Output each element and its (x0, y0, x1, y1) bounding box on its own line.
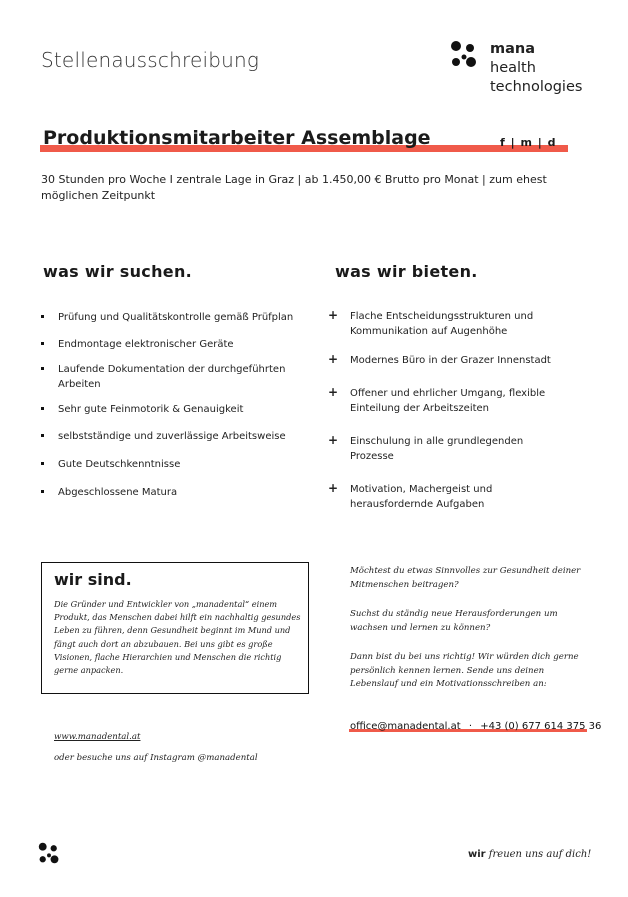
call-invitation: Dann bist du bei uns richtig! Wir würden dich gerne persönlich kennen lernen. Sende uns deinen Lebenslauf und ein Motivationsschreiben an: (350, 652, 579, 689)
list-item-text: Motivation, Machergeist und herausfordernde Aufgaben (350, 484, 493, 510)
footer-slogan (468, 848, 591, 862)
plus-icon: + (328, 433, 339, 447)
contact-line (350, 721, 601, 732)
about-text: Die Gründer und Entwickler von „manadental“ einem Produkt, das Menschen dabei hilft ein nachhaltig gesundes Leben zu führen, denn Gesundheit beginnt im Mund und fängt auch dort an abzubauen. Bei uns gibt es große Visionen, flache Hierarchien und Menschen die richtig gerne anpacken. (54, 599, 301, 676)
footer-slogan-rest: freuen uns auf dich! (488, 849, 592, 860)
instagram-note: oder besuche uns auf Instagram @manadental (54, 753, 258, 763)
four-dots-logo-icon (450, 40, 478, 68)
plus-icon: + (328, 481, 339, 495)
four-dots-logo-icon (38, 842, 60, 864)
list-item (328, 309, 568, 339)
about-heading: wir sind. (54, 570, 132, 589)
plus-icon: + (328, 385, 339, 399)
call-question-2: Suchst du ständig neue Herausforderungen um wachsen und lernen zu können? (350, 609, 558, 633)
list-item (328, 386, 568, 416)
job-title: Produktionsmitarbeiter Assemblage (43, 127, 431, 149)
brand-line-2: health (490, 60, 536, 76)
list-item: Laufende Dokumentation der durchgeführten Arbeiten (41, 362, 311, 392)
offering-heading: was wir bieten. (335, 262, 478, 281)
plus-icon: + (328, 308, 339, 322)
list-item: Abgeschlossene Matura (41, 485, 311, 500)
list-item (328, 482, 568, 512)
list-item-text: Modernes Büro in der Grazer Innenstadt (350, 355, 551, 366)
brand-line-1: mana (490, 41, 536, 57)
email-link[interactable]: office@manadental.at (350, 721, 461, 732)
contact-separator: · (468, 721, 473, 732)
list-item: Prüfung und Qualitätskontrolle gemäß Prüfplan (41, 310, 311, 325)
brand-line-3: technologies (490, 79, 583, 95)
list-item-text: Einschulung in alle grundlegenden Prozesse (350, 436, 524, 462)
list-item: selbstständige und zuverlässige Arbeitsweise (41, 429, 311, 444)
plus-icon: + (328, 352, 339, 366)
website-link[interactable]: www.manadental.at (54, 732, 141, 742)
call-question-1: Möchtest du etwas Sinnvolles zur Gesundheit deiner Mitmenschen beitragen? (350, 566, 581, 590)
list-item: Sehr gute Feinmotorik & Genauigkeit (41, 402, 311, 417)
list-item-text: Flache Entscheidungsstrukturen und Kommunikation auf Augenhöhe (350, 311, 534, 337)
list-item-text: Offener und ehrlicher Umgang, flexible Einteilung der Arbeitszeiten (350, 388, 546, 414)
seeking-list (41, 310, 311, 500)
job-conditions: 30 Stunden pro Woche I zentrale Lage in Graz | ab 1.450,00 € Brutto pro Monat | zum ehest möglichen Zeitpunkt (41, 173, 547, 202)
brand-name (490, 40, 582, 97)
seeking-heading: was wir suchen. (43, 262, 193, 281)
phone-number[interactable]: +43 (0) 677 614 375 36 (480, 721, 602, 732)
list-item (328, 353, 568, 368)
list-item (328, 434, 568, 464)
offering-list (328, 309, 568, 512)
document-label: Stellenausschreibung (41, 48, 260, 72)
gender-note: f | m | d (500, 136, 557, 149)
list-item: Endmontage elektronischer Geräte (41, 337, 311, 352)
footer-slogan-bold: wir (468, 849, 486, 860)
list-item: Gute Deutschkenntnisse (41, 457, 311, 472)
